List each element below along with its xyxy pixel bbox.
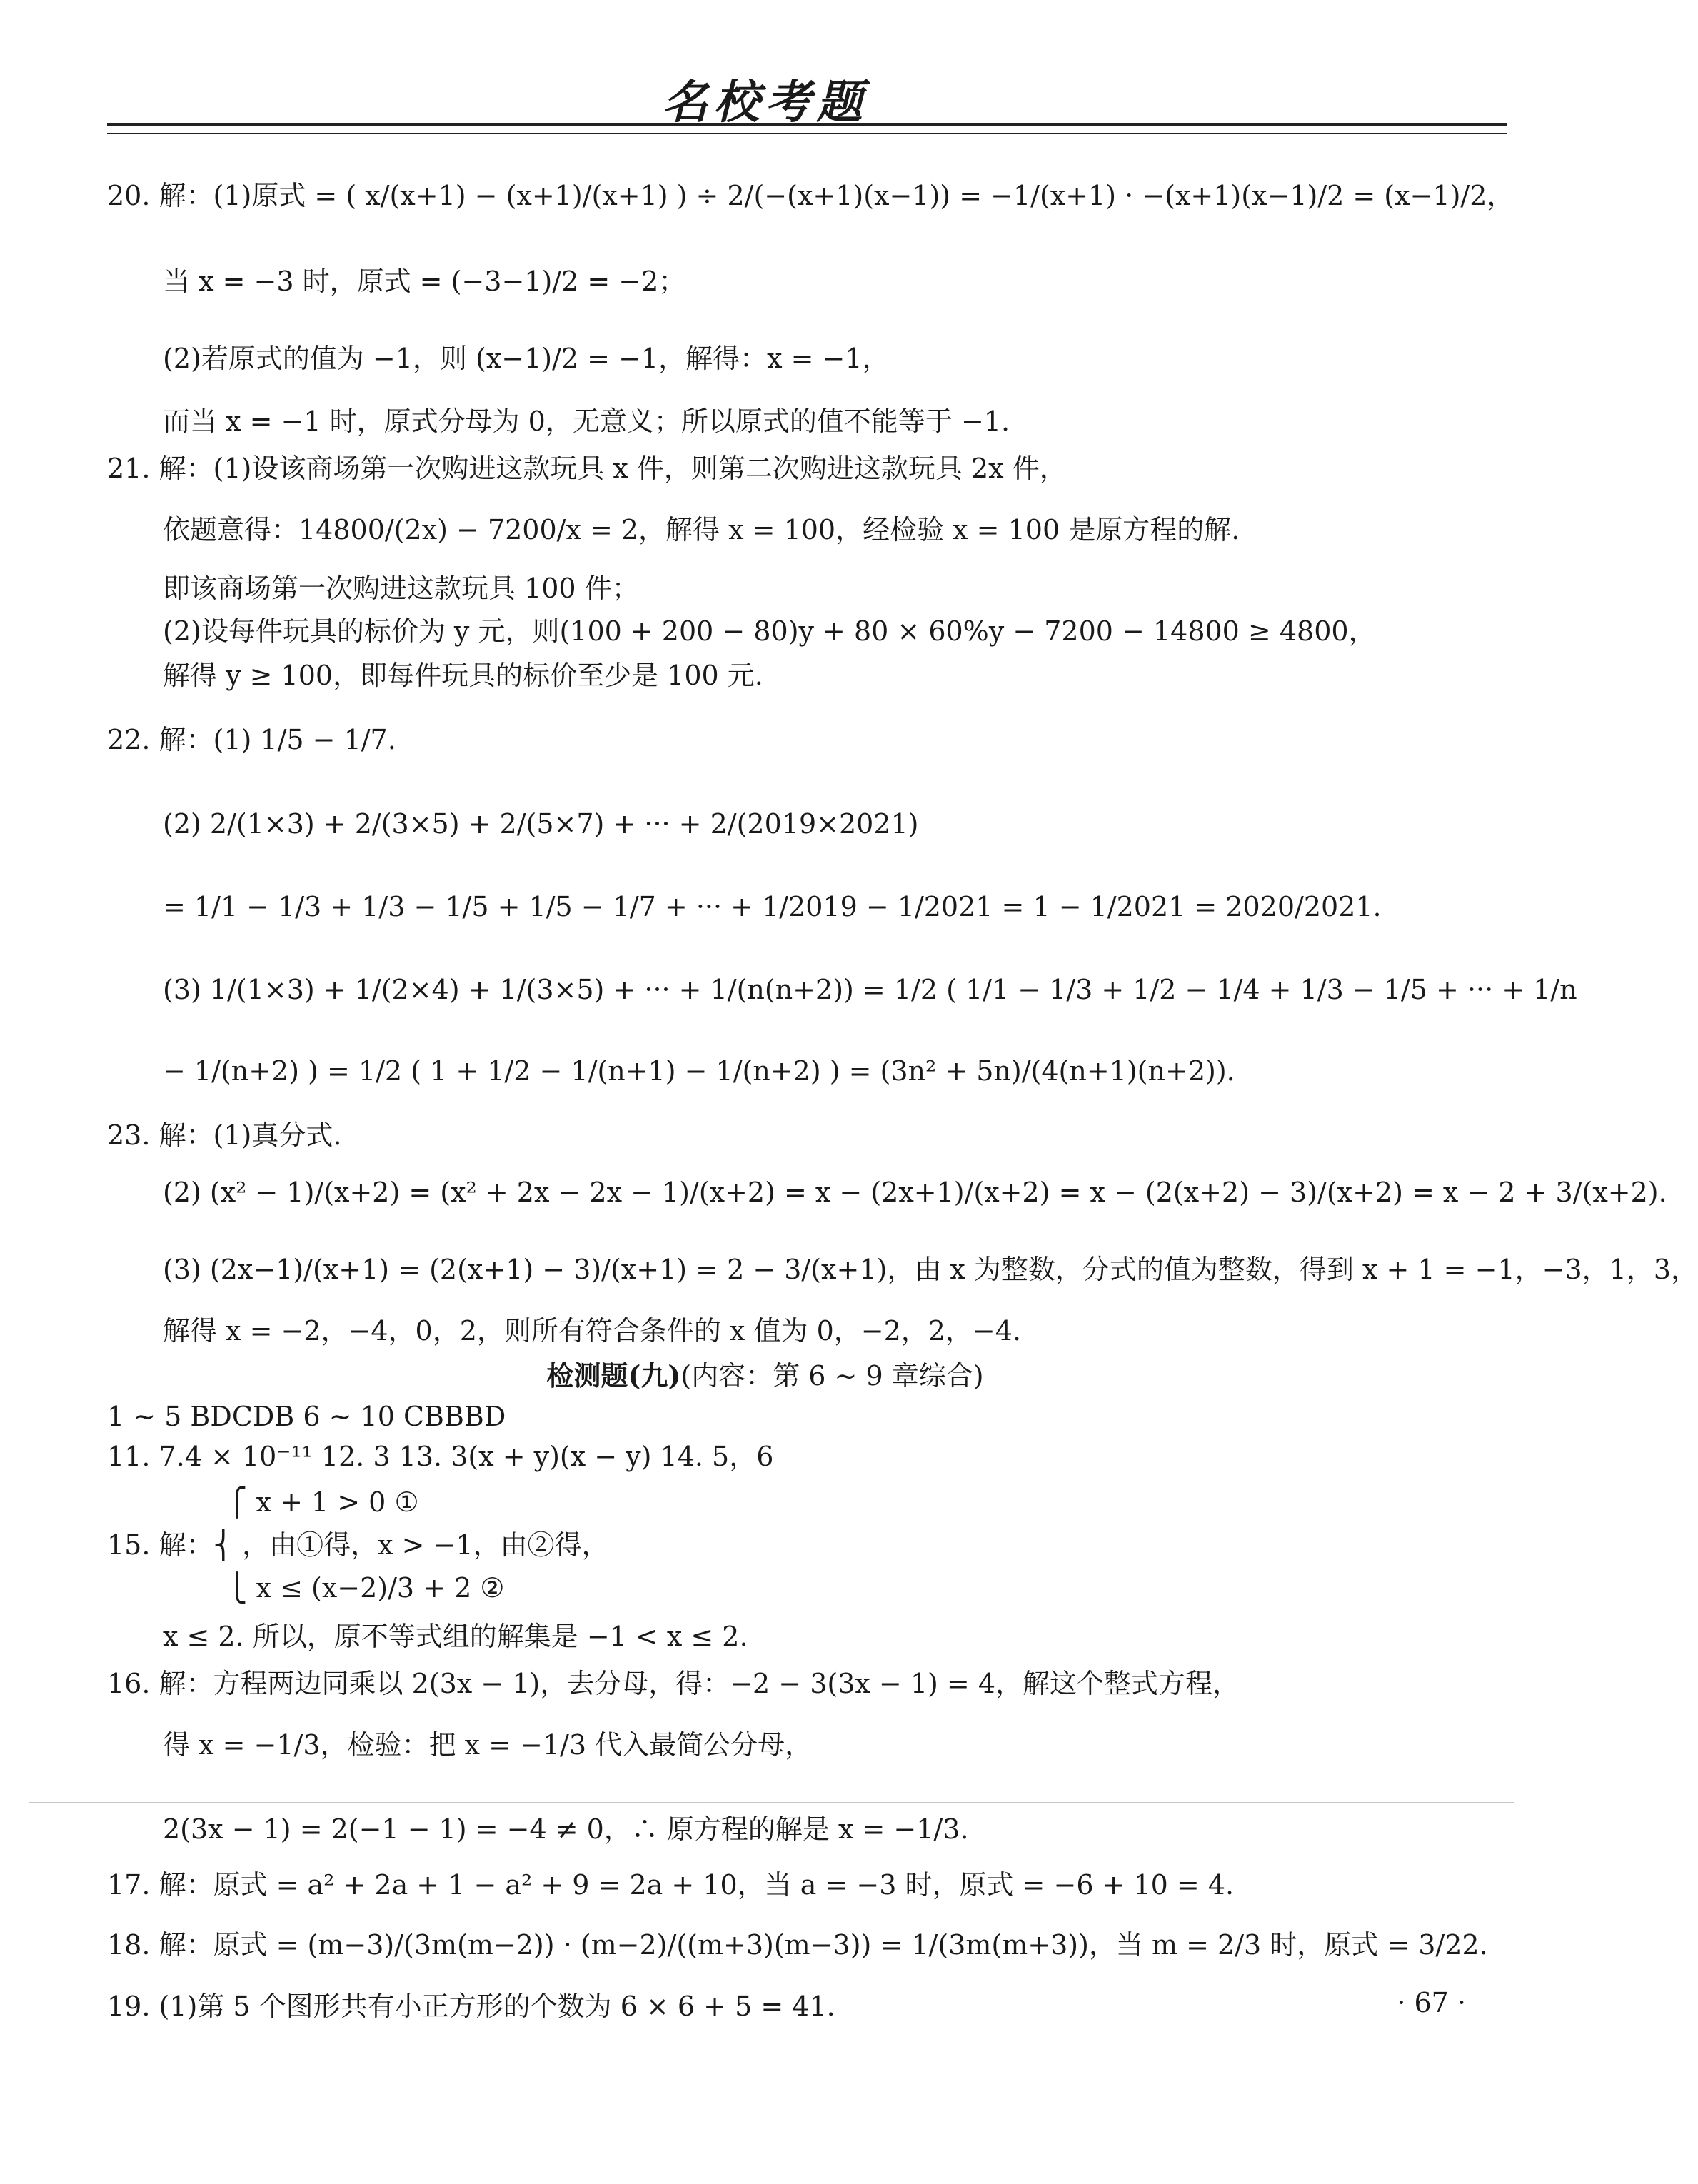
q19-line-1: 19. (1)第 5 个图形共有小正方形的个数为 6 × 6 + 5 = 41.: [107, 1991, 835, 2022]
q22-line-5: − 1/(n+2) ) = 1/2 ( 1 + 1/2 − 1/(n+1) − 1/(n+2) ) = (3n² + 5n)/(4(n+1)(n+2)).: [163, 1055, 1235, 1087]
q15-system-line-2: 15. 解：⎨ ，由①得，x > −1，由②得，: [107, 1529, 609, 1561]
q22-line-4: (3) 1/(1×3) + 1/(2×4) + 1/(3×5) + ··· + 1/(n(n+2)) = 1/2 ( 1/1 − 1/3 + 1/2 − 1/4 + 1/3 − 1/5 + ··· + 1/n: [163, 974, 1577, 1005]
section-heading-subtitle: (内容：第 6 ~ 9 章综合): [680, 1360, 984, 1392]
q16-line-3: 2(3x − 1) = 2(−1 − 1) = −4 ≠ 0，∴ 原方程的解是 x = −1/3.: [163, 1813, 969, 1845]
header-rule-thin: [107, 133, 1507, 134]
section-heading-title: 检测题(九): [546, 1359, 681, 1392]
q16-line-2: 得 x = −1/3，检验：把 x = −1/3 代入最简公分母，: [163, 1729, 813, 1761]
page-number: · 67 ·: [1397, 1987, 1466, 2018]
q23-line-3: (3) (2x−1)/(x+1) = (2(x+1) − 3)/(x+1) = 2 − 3/(x+1)，由 x 为整数，分式的值为整数，得到 x + 1 = −1，−3，1，3，: [163, 1254, 1698, 1285]
q21-line-3: 即该商场第一次购进这款玩具 100 件；: [163, 573, 639, 604]
q21-line-1: 21. 解：(1)设该商场第一次购进这款玩具 x 件，则第二次购进这款玩具 2x 件，: [107, 453, 1067, 484]
q18-line-1: 18. 解：原式 = (m−3)/(3m(m−2)) · (m−2)/((m+3)(m−3)) = 1/(3m(m+3))，当 m = 2/3 时，原式 = 3/22.: [107, 1929, 1488, 1961]
q20-line-4: 而当 x = −1 时，原式分母为 0，无意义；所以原式的值不能等于 −1.: [163, 406, 1010, 437]
q16-line-1: 16. 解：方程两边同乘以 2(3x − 1)，去分母，得：−2 − 3(3x − 1) = 4，解这个整式方程，: [107, 1668, 1240, 1699]
q21-line-5: 解得 y ≥ 100，即每件玩具的标价至少是 100 元.: [163, 660, 763, 691]
q23-line-4: 解得 x = −2，−4，0，2，则所有符合条件的 x 值为 0，−2，2，−4.: [163, 1315, 1022, 1347]
header-rule-thick: [107, 123, 1507, 126]
q20-line-2: 当 x = −3 时，原式 = (−3−1)/2 = −2；: [163, 266, 686, 297]
q17-line-1: 17. 解：原式 = a² + 2a + 1 − a² + 9 = 2a + 10，当 a = −3 时，原式 = −6 + 10 = 4.: [107, 1869, 1235, 1901]
q15-line-4: x ≤ 2. 所以，原不等式组的解集是 −1 < x ≤ 2.: [163, 1621, 748, 1652]
q22-line-2: (2) 2/(1×3) + 2/(3×5) + 2/(5×7) + ··· + 2/(2019×2021): [163, 808, 919, 840]
q15-system-line-3: ⎩ x ≤ (x−2)/3 + 2 ②: [227, 1572, 505, 1604]
q22-line-1: 22. 解：(1) 1/5 − 1/7.: [107, 724, 396, 755]
q20-line-3: (2)若原式的值为 −1，则 (x−1)/2 = −1，解得：x = −1，: [163, 343, 890, 374]
q22-line-3: = 1/1 − 1/3 + 1/3 − 1/5 + 1/5 − 1/7 + ··· + 1/2019 − 1/2021 = 1 − 1/2021 = 2020/2021.: [163, 891, 1382, 922]
answers-multiple-choice: 1 ~ 5 BDCDB 6 ~ 10 CBBBD: [107, 1401, 506, 1432]
page-fold-line: [29, 1802, 1514, 1803]
page-header-title: 名校考题: [662, 76, 868, 129]
q20-line-1: 20. 解：(1)原式 = ( x/(x+1) − (x+1)/(x+1) ) ÷ 2/(−(x+1)(x−1)) = −1/(x+1) · −(x+1)(x−1)/2 = (x−1)/2，: [107, 180, 1514, 211]
q23-line-1: 23. 解：(1)真分式.: [107, 1119, 342, 1151]
answers-fill-blank: 11. 7.4 × 10⁻¹¹ 12. 3 13. 3(x + y)(x − y) 14. 5，6: [107, 1441, 774, 1472]
q21-line-4: (2)设每件玩具的标价为 y 元，则(100 + 200 − 80)y + 80 × 60%y − 7200 − 14800 ≥ 4800，: [163, 615, 1376, 647]
q15-system-line-1: ⎧ x + 1 > 0 ①: [227, 1486, 419, 1518]
section-heading: [0, 1354, 1530, 1393]
q21-line-2: 依题意得：14800/(2x) − 7200/x = 2，解得 x = 100，经检验 x = 100 是原方程的解.: [163, 514, 1240, 545]
q23-line-2: (2) (x² − 1)/(x+2) = (x² + 2x − 2x − 1)/(x+2) = x − (2x+1)/(x+2) = x − (2(x+2) − 3)/(x+2) = x − 2 + 3/(x+2).: [163, 1177, 1667, 1208]
